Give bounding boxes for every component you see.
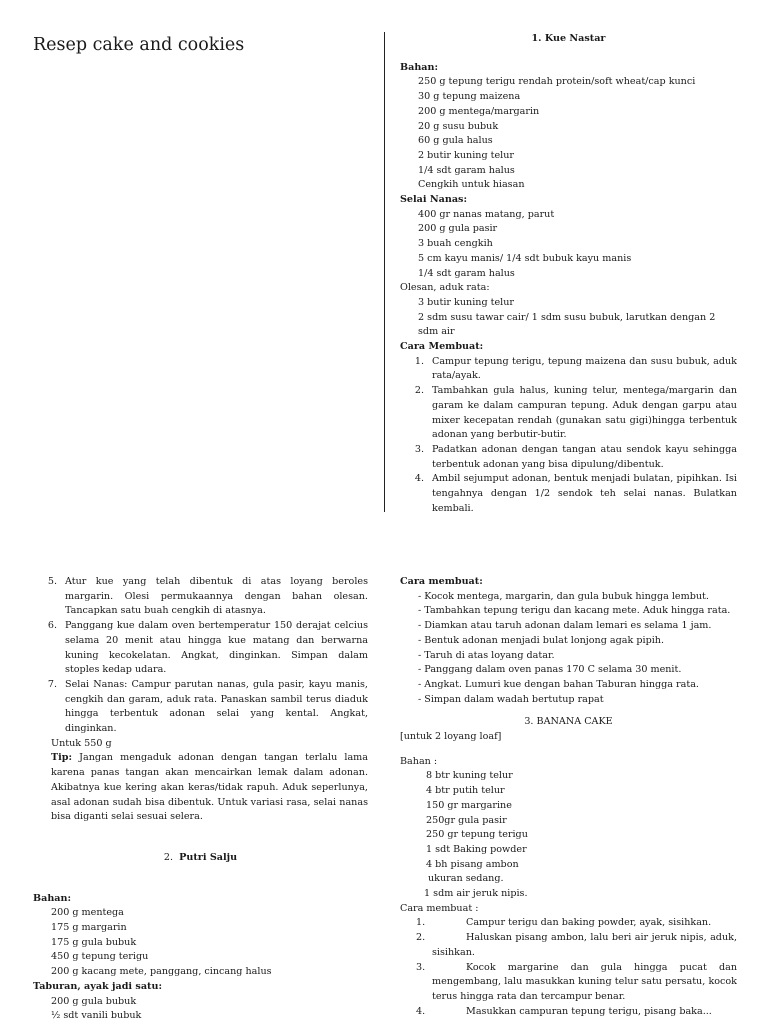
nastar-heading: 1. Kue Nastar: [531, 33, 606, 44]
list-item: 20 g susu bubuk: [418, 120, 499, 132]
list-item: 200 g mentega: [51, 907, 124, 919]
list-item: 250 g tepung terigu rendah protein/soft wheat/cap kunci: [418, 76, 696, 88]
list-item: 3 buah cengkih: [418, 238, 493, 250]
list-item: - Diamkan atau taruh adonan dalam lemari es selama 1 jam.: [418, 620, 712, 632]
list-item: 3. Kocok margarine dan gula hingga pucat dan mengembang, lalu masukkan kuning telur satu persatu, kocok terus hingga rata dan tercampur benar.: [416, 961, 737, 1002]
list-item: - Tambahkan tepung terigu dan kacang mete. Aduk hingga rata.: [418, 605, 731, 617]
putri-salju-banana-section: [400, 575, 737, 1019]
list-item: - Angkat. Lumuri kue dengan bahan Taburan hingga rata.: [418, 678, 699, 690]
putri-salju-bahan-label: Bahan:: [33, 892, 72, 904]
nastar-yield: Untuk 550 g: [51, 737, 112, 749]
putri-salju-heading: 2. Putri Salju: [163, 851, 238, 863]
list-item: - Bentuk adonan menjadi bulat lonjong agak pipih.: [418, 634, 665, 646]
list-item: 1 sdm air jeruk nipis.: [424, 888, 528, 900]
list-item: 4. Masukkan campuran tepung terigu, pisang baka...: [416, 1005, 712, 1017]
list-item: 30 g tepung maizena: [418, 91, 521, 103]
list-item: 1. Campur tepung terigu, tepung maizena dan susu bubuk, aduk rata/ayak.: [414, 355, 737, 382]
banana-bahan-label: Bahan :: [400, 755, 438, 767]
list-item: - Taruh di atas loyang datar.: [418, 649, 555, 661]
list-item: 1/4 sdt garam halus: [418, 267, 515, 279]
list-item: 7. Selai Nanas: Campur parutan nanas, gula pasir, kayu manis, cengkih dan garam, aduk rata. Panaskan sambil terus diaduk hingga terbentuk adonan selai yang kental. Angkat, dinginkan.: [47, 678, 368, 735]
column-divider: [384, 32, 385, 512]
list-item: ukuran sedang.: [428, 873, 504, 885]
list-item: 5. Atur kue yang telah dibentuk di atas loyang beroles margarin. Olesi permukaannya dengan bahan olesan. Tancapkan satu buah cengkih di atasnya.: [47, 576, 368, 617]
list-item: ½ sdt vanili bubuk: [51, 1010, 142, 1022]
nastar-section: [400, 32, 737, 517]
banana-cara-label: Cara membuat :: [400, 902, 479, 914]
nastar-cara-label: Cara Membuat:: [400, 341, 484, 353]
list-item: 2 sdm susu tawar cair/ 1 sdm susu bubuk, larutkan dengan 2 sdm air: [418, 311, 716, 338]
list-item: 2. Haluskan pisang ambon, lalu beri air jeruk nipis, aduk, sisihkan.: [416, 932, 737, 958]
list-item: 200 g kacang mete, panggang, cincang halus: [51, 966, 272, 978]
nastar-selai-label: Selai Nanas:: [400, 194, 467, 206]
nastar-tip: Tip: Jangan mengaduk adonan dengan tangan terlalu lama karena panas tangan akan mencairkan lemak dalam adonan. Akibatnya kue kering akan keras/tidak rapuh. Aduk seperlunya, asal adonan sudah bisa dibentuk. Untuk variasi rasa, selai nanas bisa diganti selai sesuai selera.: [51, 752, 368, 823]
list-item: 4 btr putih telur: [426, 785, 505, 797]
page-title: Resep cake and cookies: [33, 35, 245, 55]
nastar-olesan-label: Olesan, aduk rata:: [400, 282, 490, 294]
list-item: 2 butir kuning telur: [418, 149, 515, 161]
list-item: 4 bh pisang ambon: [426, 858, 519, 870]
list-item: - Kocok mentega, margarin, dan gula bubuk hingga lembut.: [418, 590, 709, 602]
list-item: 3 butir kuning telur: [418, 296, 515, 308]
list-item: 1 sdt Baking powder: [426, 843, 527, 855]
list-item: 200 g gula bubuk: [51, 995, 137, 1007]
putri-salju-cara-label: Cara membuat:: [400, 576, 483, 587]
list-item: 2. Tambahkan gula halus, kuning telur, mentega/margarin dan garam ke dalam campuran tepung. Aduk dengan garpu atau mixer kecepatan rendah (gunakan satu gigi)hingga terbentuk adonan yang berbutir-butir.: [414, 385, 737, 441]
list-item: 250 gr tepung terigu: [426, 829, 528, 841]
list-item: 60 g gula halus: [418, 135, 493, 147]
list-item: 5 cm kayu manis/ 1/4 sdt bubuk kayu manis: [418, 252, 632, 264]
list-item: 200 g mentega/margarin: [418, 105, 540, 117]
list-item: 400 gr nanas matang, parut: [418, 208, 555, 220]
nastar-bahan-label: Bahan:: [400, 61, 439, 73]
list-item: 175 g gula bubuk: [51, 936, 137, 948]
list-item: 175 g margarin: [51, 922, 127, 934]
list-item: 150 gr margarine: [426, 799, 512, 811]
banana-yield: [untuk 2 loyang loaf]: [400, 731, 502, 743]
list-item: Cengkih untuk hiasan: [418, 179, 525, 191]
list-item: 3. Padatkan adonan dengan tangan atau sendok kayu sehingga terbentuk adonan yang bisa dipulung/dibentuk.: [414, 443, 737, 470]
list-item: 4. Ambil sejumput adonan, bentuk menjadi bulatan, pipihkan. Isi tengahnya dengan 1/2 sendok teh selai nanas. Bulatkan kembali.: [414, 473, 737, 514]
list-item: 200 g gula pasir: [418, 223, 498, 235]
list-item: 6. Panggang kue dalam oven bertemperatur 150 derajat celcius selama 20 menit atau hingga kue matang dan berwarna kuning kecokelatan. Angkat, dinginkan. Simpan dalam stoples kedap udara.: [47, 620, 368, 676]
list-item: 8 btr kuning telur: [426, 770, 513, 782]
putri-salju-taburan-label: Taburan, ayak jadi satu:: [33, 980, 162, 992]
banana-heading: 3. BANANA CAKE: [524, 716, 613, 728]
list-item: 250gr gula pasir: [426, 814, 507, 826]
list-item: 1. Campur terigu dan baking powder, ayak, sisihkan.: [416, 917, 712, 929]
list-item: - Panggang dalam oven panas 170 C selama 30 menit.: [418, 664, 682, 676]
list-item: - Simpan dalam wadah bertutup rapat: [418, 693, 604, 705]
list-item: 450 g tepung terigu: [51, 951, 149, 963]
nastar-continued-section: [33, 575, 368, 1024]
list-item: 1/4 sdt garam halus: [418, 164, 515, 176]
